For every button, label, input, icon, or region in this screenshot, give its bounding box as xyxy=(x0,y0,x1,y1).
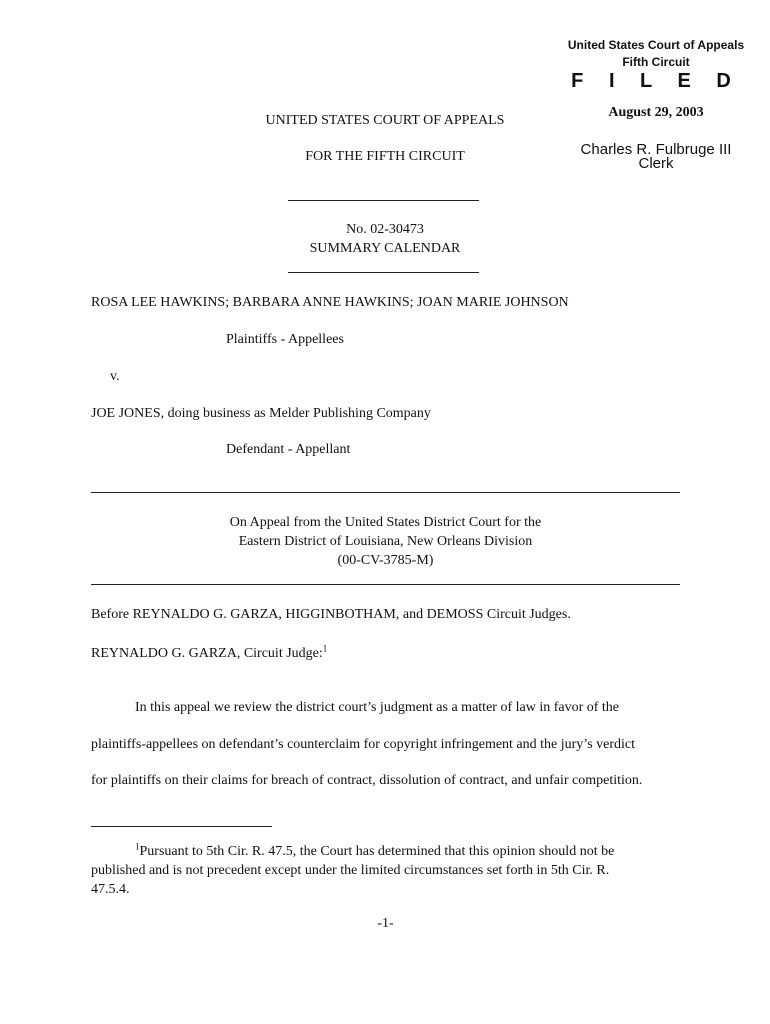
appeal-divider-top xyxy=(91,492,680,493)
appeal-docket: (00-CV-3785-M) xyxy=(337,553,434,568)
footnote-reference: 1 xyxy=(322,643,328,654)
footnote-line-2: published and is not precedent except under the limited circumstances set forth in 5th Cir. R. xyxy=(91,863,610,878)
footnote-text-1: Pursuant to 5th Cir. R. 47.5, the Court has determined that this opinion should not be xyxy=(139,844,615,859)
stamp-date: August 29, 2003 xyxy=(608,105,704,120)
footnote-line-1 xyxy=(135,841,615,860)
plaintiffs-names: ROSA LEE HAWKINS; BARBARA ANNE HAWKINS; JOAN MARIE JOHNSON xyxy=(91,295,569,310)
versus: v. xyxy=(110,369,120,384)
opinion-author-text: REYNALDO G. GARZA, Circuit Judge: xyxy=(91,646,323,661)
stamp-court-name: United States Court of Appeals xyxy=(567,38,745,52)
defendant-name: JOE JONES, doing business as Melder Publishing Company xyxy=(91,406,431,421)
footnote-line-3: 47.5.4. xyxy=(91,882,130,897)
plaintiffs-role: Plaintiffs - Appellees xyxy=(226,332,344,347)
opinion-author xyxy=(91,643,328,662)
stamp-clerk-title: Clerk xyxy=(638,155,674,172)
body-line-1: In this appeal we review the district court’s judgment as a matter of law in favor of the xyxy=(135,700,620,715)
defendant-role: Defendant - Appellant xyxy=(226,442,351,457)
court-title: UNITED STATES COURT OF APPEALS xyxy=(265,113,505,128)
stamp-circuit: Fifth Circuit xyxy=(622,55,690,69)
appeal-divider-bottom xyxy=(91,584,680,585)
stamp-clerk-name: Charles R. Fulbruge III xyxy=(580,141,732,158)
caption-divider-bottom xyxy=(288,272,479,273)
footnote-divider xyxy=(91,826,272,827)
stamp-filed: F I L E D xyxy=(571,70,741,92)
body-line-3: for plaintiffs on their claims for breach of contract, dissolution of contract, and unfair competition. xyxy=(91,773,643,788)
case-number: No. 02-30473 xyxy=(346,222,424,237)
body-line-2: plaintiffs-appellees on defendant’s counterclaim for copyright infringement and the jury’s verdict xyxy=(91,737,636,752)
court-circuit: FOR THE FIFTH CIRCUIT xyxy=(305,149,465,164)
caption-divider-top xyxy=(288,200,479,201)
appeal-line-2: Eastern District of Louisiana, New Orleans Division xyxy=(238,534,533,549)
calendar-type: SUMMARY CALENDAR xyxy=(309,241,461,256)
footnote-marker: 1 xyxy=(135,841,140,852)
appeal-line-1: On Appeal from the United States District Court for the xyxy=(229,515,542,530)
page-number: -1- xyxy=(377,916,394,931)
judges-panel: Before REYNALDO G. GARZA, HIGGINBOTHAM, and DEMOSS Circuit Judges. xyxy=(91,607,571,622)
